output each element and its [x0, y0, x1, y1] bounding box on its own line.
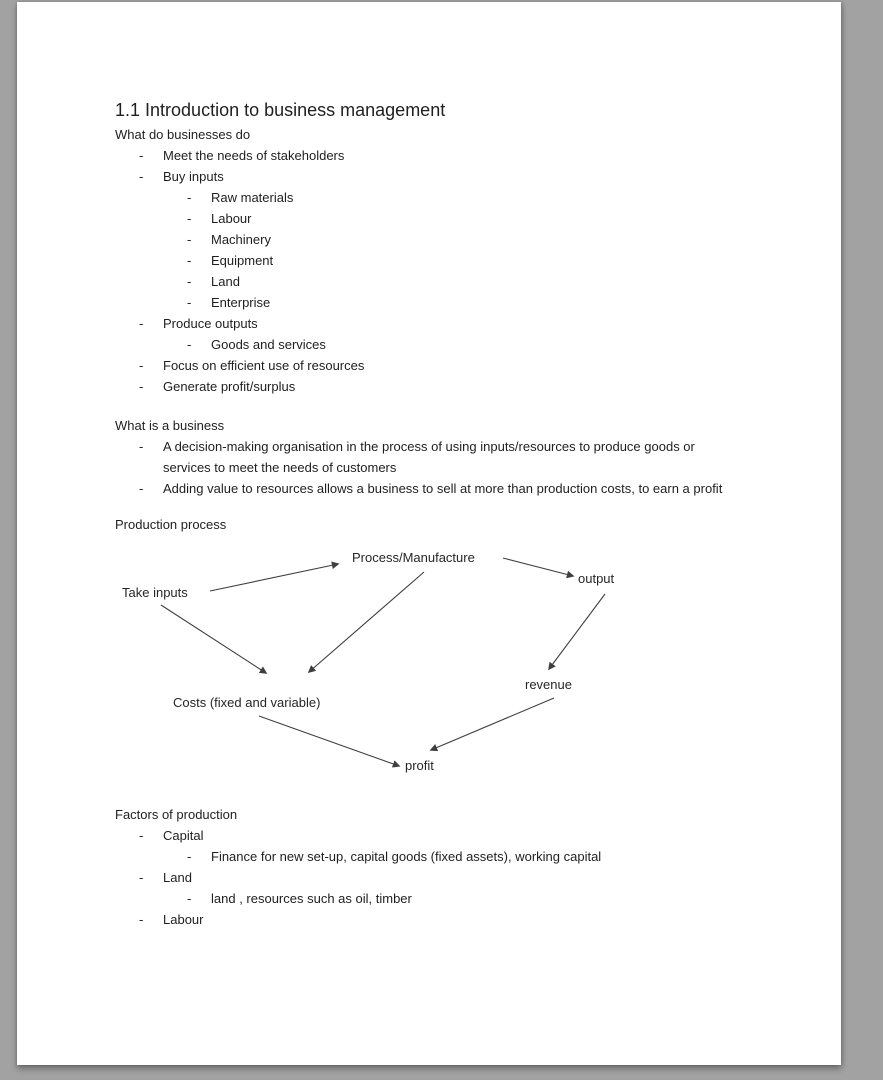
- list-item-text: Capital: [163, 828, 204, 843]
- list-item-text: Labour: [211, 211, 252, 226]
- list-item: [187, 888, 743, 909]
- diagram-arrow-take-inputs-to-costs: [161, 605, 266, 673]
- diagram-arrow-output-to-revenue: [549, 594, 605, 669]
- diagram-node-output: output: [578, 571, 615, 586]
- document-page: [17, 2, 841, 1065]
- list-item: [187, 187, 743, 208]
- list-item: [139, 145, 743, 166]
- list-item: [139, 867, 743, 888]
- list-item: [139, 436, 743, 478]
- list-bullet: -: [139, 870, 144, 885]
- diagram-node-revenue: revenue: [525, 677, 572, 692]
- list-item-text: Land: [211, 274, 240, 289]
- list-bullet: -: [139, 481, 144, 496]
- list-item: [187, 292, 743, 313]
- diagram-node-take-inputs: Take inputs: [122, 585, 188, 600]
- page-title: 1.1 Introduction to business management: [115, 100, 446, 120]
- list-item-text: Buy inputs: [163, 169, 224, 184]
- list-bullet: -: [139, 358, 144, 373]
- list-item-text: Finance for new set-up, capital goods (fixed assets), working capital: [211, 849, 602, 864]
- list-item-text: Machinery: [211, 232, 271, 247]
- list-item-text: Land: [163, 870, 192, 885]
- diagram-node-process-manufacture: Process/Manufacture: [352, 550, 475, 565]
- list-item: [187, 208, 743, 229]
- list-bullet: -: [187, 891, 192, 906]
- list-item: [139, 166, 743, 187]
- list-bullet: -: [187, 253, 192, 268]
- list-item-text: Goods and services: [211, 337, 326, 352]
- list-item: [139, 313, 743, 334]
- list-item-text: Labour: [163, 912, 204, 927]
- list-item-text: Adding value to resources allows a business to sell at more than production costs, to earn a profit: [163, 481, 723, 496]
- list-bullet: -: [139, 828, 144, 843]
- list-bullet: -: [187, 211, 192, 226]
- list-item-text: Meet the needs of stakeholders: [163, 148, 345, 163]
- list-bullet: -: [187, 849, 192, 864]
- list-item-text: Raw materials: [211, 190, 294, 205]
- list-item-text: Focus on efficient use of resources: [163, 358, 365, 373]
- section-heading-factors-of-production: Factors of production: [115, 807, 238, 822]
- list-bullet: -: [139, 379, 144, 394]
- list-item-text: A decision-making organisation in the process of using inputs/resources to produce goods or services to meet the needs of customers: [163, 439, 695, 475]
- list-bullet: -: [139, 316, 144, 331]
- diagram-node-costs: Costs (fixed and variable): [173, 695, 321, 710]
- list-bullet: -: [187, 232, 192, 247]
- list-item: [139, 376, 743, 397]
- list-item: [139, 478, 743, 499]
- diagram-arrow-take-inputs-to-process-manufacture: [210, 564, 338, 591]
- list-item-text: land , resources such as oil, timber: [211, 891, 412, 906]
- list-item-text: Equipment: [211, 253, 274, 268]
- list-item: [187, 250, 743, 271]
- list-bullet: -: [139, 169, 144, 184]
- list-bullet: -: [187, 295, 192, 310]
- list-item: [187, 271, 743, 292]
- list-item-text: Produce outputs: [163, 316, 258, 331]
- section-heading-what-do-businesses-do: What do businesses do: [115, 127, 251, 142]
- diagram-arrow-costs-to-profit: [259, 716, 399, 766]
- list-item: [187, 334, 743, 355]
- list-item: [139, 825, 743, 846]
- section-heading-what-is-a-business: What is a business: [115, 418, 225, 433]
- list-item: [139, 909, 743, 930]
- list-bullet: -: [139, 148, 144, 163]
- list-item-text: Enterprise: [211, 295, 271, 310]
- list-item: [139, 355, 743, 376]
- diagram-node-profit: profit: [405, 758, 434, 773]
- diagram-arrow-revenue-to-profit: [431, 698, 554, 750]
- diagram-arrow-process-manufacture-to-output: [503, 558, 573, 576]
- list-bullet: -: [187, 337, 192, 352]
- section-heading-production-process: Production process: [115, 517, 227, 532]
- production-diagram: [115, 537, 743, 787]
- list-bullet: -: [139, 912, 144, 927]
- diagram-arrow-process-manufacture-to-costs: [309, 572, 424, 672]
- list-bullet: -: [187, 274, 192, 289]
- list-item-text: Generate profit/surplus: [163, 379, 296, 394]
- list-item: [187, 229, 743, 250]
- list-item: [187, 846, 743, 867]
- list-bullet: -: [139, 439, 144, 454]
- list-bullet: -: [187, 190, 192, 205]
